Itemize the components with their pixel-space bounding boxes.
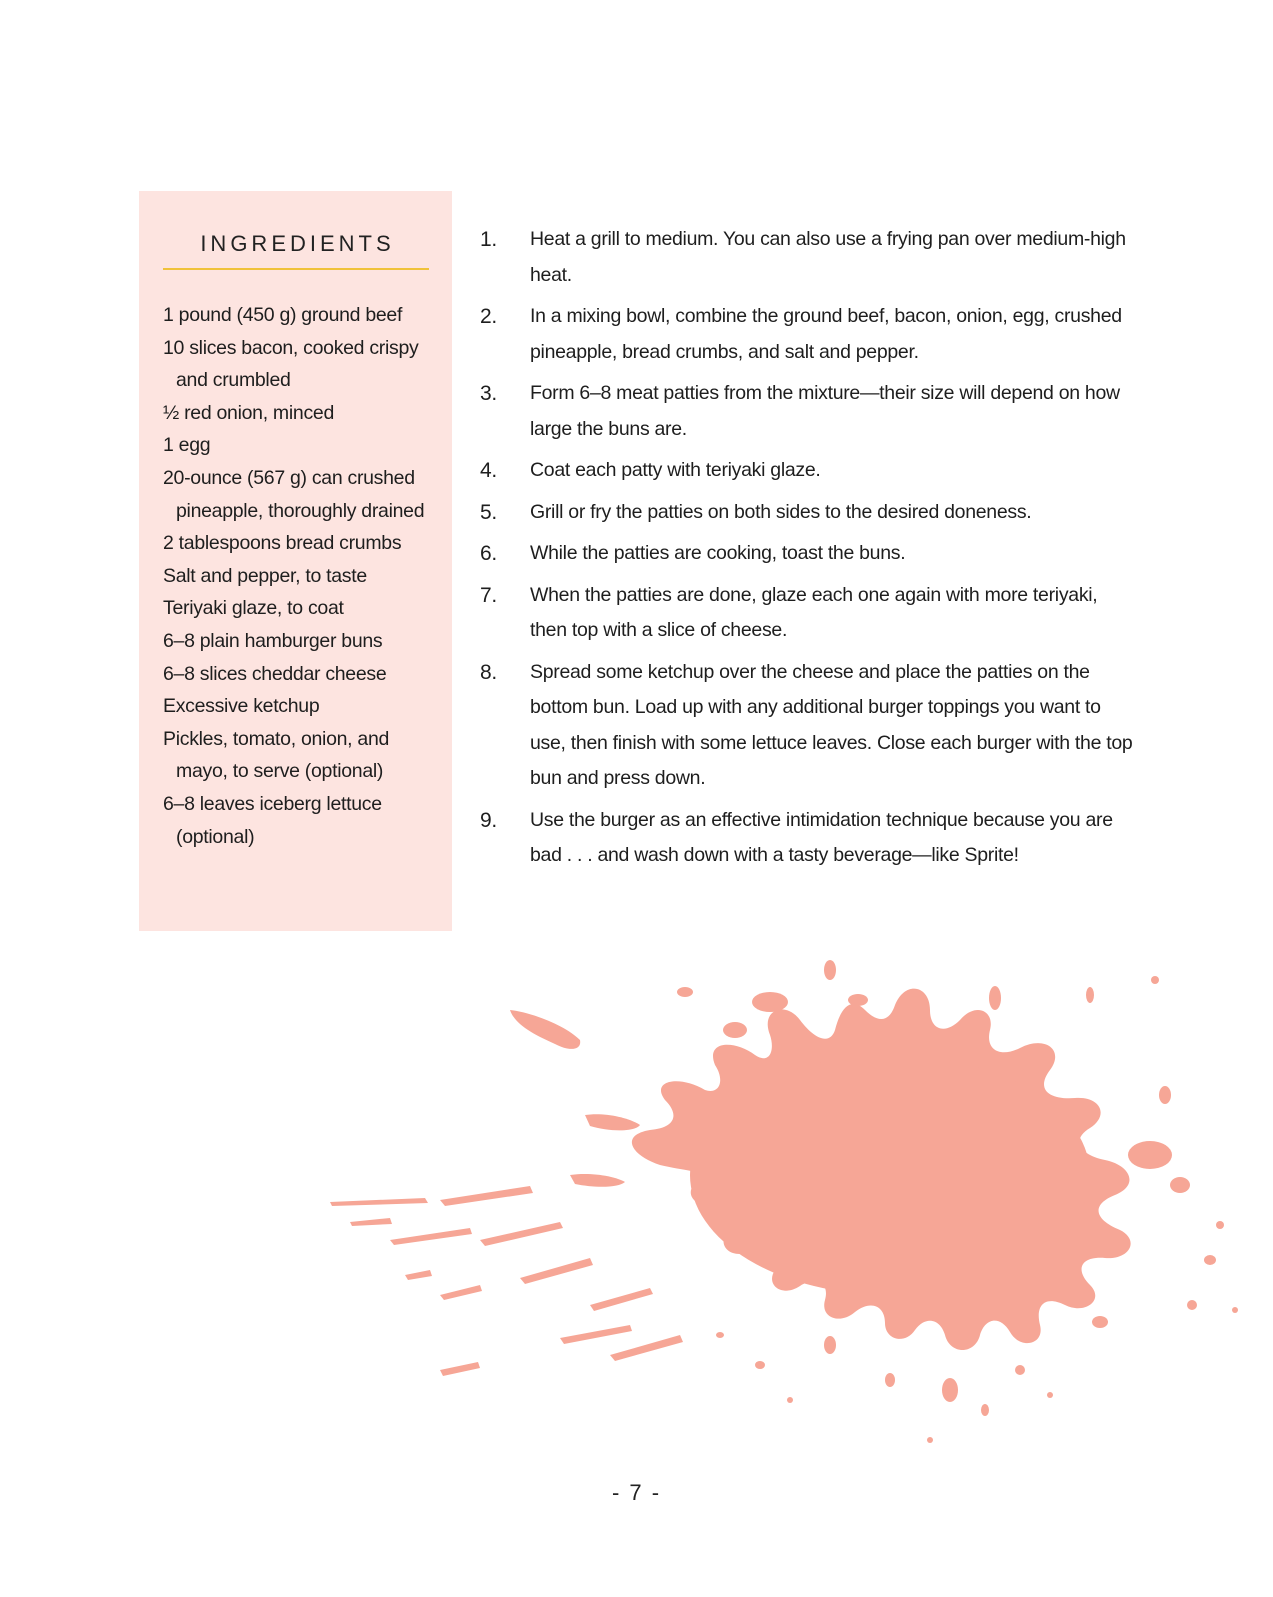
instruction-step <box>478 453 1138 489</box>
ingredient-item: ½ red onion, minced <box>163 401 334 424</box>
ingredients-list <box>163 299 443 853</box>
instructions-list <box>478 222 1138 880</box>
ingredient-item: 10 slices bacon, cooked crispy and crumbled <box>163 336 419 392</box>
instruction-step <box>478 536 1138 572</box>
ingredient-item: Pickles, tomato, onion, and mayo, to serve (optional) <box>163 727 390 783</box>
step-text: When the patties are done, glaze each one again with more teriyaki, then top with a slice of cheese. <box>530 583 1098 641</box>
step-text: While the patties are cooking, toast the buns. <box>530 542 906 564</box>
step-number: 6. <box>480 542 497 565</box>
ingredient-item: 6–8 slices cheddar cheese <box>163 662 387 685</box>
instruction-step <box>478 578 1138 649</box>
ingredients-title: INGREDIENTS <box>200 231 395 256</box>
instruction-step <box>478 803 1138 874</box>
instruction-step <box>478 376 1138 447</box>
ingredient-item: 20-ounce (567 g) can crushed pineapple, thoroughly drained <box>163 466 425 522</box>
step-number: 2. <box>480 305 497 328</box>
step-number: 8. <box>480 660 497 684</box>
ingredient-item: 6–8 leaves iceberg lettuce (optional) <box>163 792 382 848</box>
title-divider <box>163 268 429 270</box>
ingredient-item: 1 pound (450 g) ground beef <box>163 304 403 326</box>
step-text: Grill or fry the patties on both sides to the desired doneness. <box>530 500 1032 523</box>
step-number: 4. <box>480 459 497 482</box>
step-text: Heat a grill to medium. You can also use a frying pan over medium-high heat. <box>530 228 1126 286</box>
step-number: 3. <box>480 382 497 405</box>
instruction-step <box>478 222 1138 293</box>
ingredients-sidebar <box>139 191 452 931</box>
ingredient-item: 6–8 plain hamburger buns <box>163 629 383 652</box>
step-text: Use the burger as an effective intimidation technique because you are bad . . . and wash down with a tasty beverage—like Sprite! <box>530 808 1113 866</box>
ingredient-item: Excessive ketchup <box>163 695 320 718</box>
ingredient-item: Salt and pepper, to taste <box>163 564 367 587</box>
ingredient-item: 1 egg <box>163 434 211 457</box>
page-number: - 7 - <box>611 1480 662 1505</box>
step-number: 5. <box>480 500 497 524</box>
instruction-step <box>478 495 1138 531</box>
ingredient-item: 2 tablespoons bread crumbs <box>163 532 402 555</box>
instruction-step <box>478 299 1138 370</box>
step-text: Spread some ketchup over the cheese and place the patties on the bottom bun. Load up with any additional burger toppings you want to use, then finish with some lettuce leaves. Close each burger with the top bun and press down. <box>530 660 1133 789</box>
step-number: 9. <box>480 808 497 832</box>
step-text: Coat each patty with teriyaki glaze. <box>530 459 821 481</box>
step-number: 1. <box>480 228 497 251</box>
ketchup-splatter-graphic <box>330 940 1273 1460</box>
step-text: Form 6–8 meat patties from the mixture—their size will depend on how large the buns are. <box>530 382 1120 440</box>
step-number: 7. <box>480 583 497 607</box>
step-text: In a mixing bowl, combine the ground beef, bacon, onion, egg, crushed pineapple, bread crumbs, and salt and pepper. <box>530 305 1122 363</box>
ingredient-item: Teriyaki glaze, to coat <box>163 597 344 620</box>
instruction-step <box>478 655 1138 797</box>
